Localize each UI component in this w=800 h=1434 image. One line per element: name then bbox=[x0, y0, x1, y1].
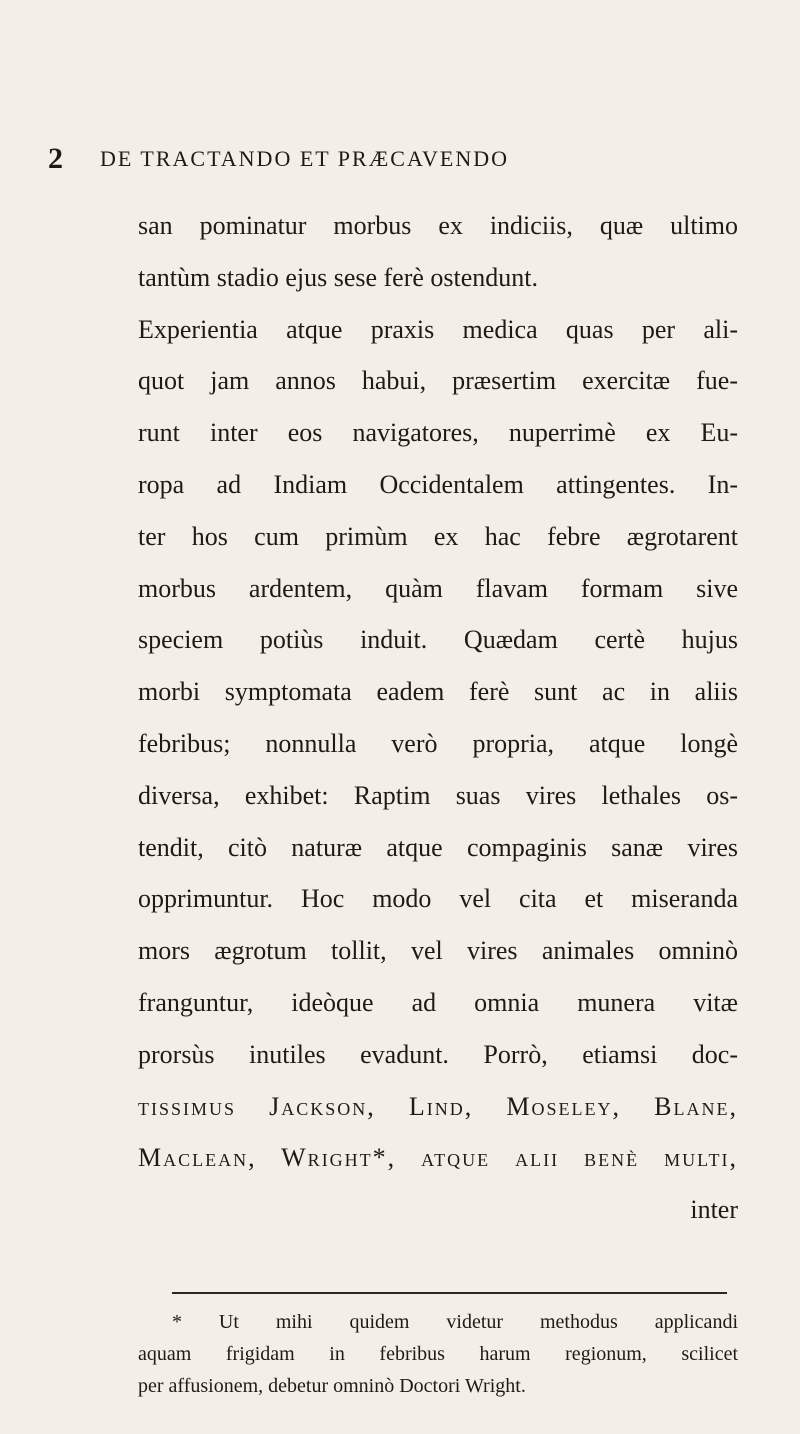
text-line: speciem potiùs induit. Quædam certè hujus bbox=[138, 625, 738, 655]
footnote-line: * Ut mihi quidem videtur methodus applicandi bbox=[172, 1311, 738, 1333]
text-line: morbi symptomata eadem ferè sunt ac in aliis bbox=[138, 677, 738, 707]
main-text bbox=[138, 200, 738, 1236]
text-line: morbus ardentem, quàm flavam formam sive bbox=[138, 573, 738, 603]
text-line: san pominatur morbus ex indiciis, quæ ultimo bbox=[138, 211, 738, 240]
footnote-line: aquam frigidam in febribus harum regionum, scilicet bbox=[138, 1343, 738, 1365]
text-line: febribus; nonnulla verò propria, atque longè bbox=[138, 728, 738, 758]
text-line: franguntur, ideòque ad omnia munera vitæ bbox=[138, 987, 738, 1017]
text-line: Experientia atque praxis medica quas per ali- bbox=[138, 314, 738, 344]
page-header bbox=[48, 142, 748, 182]
running-head: DE TRACTANDO ET PRÆCAVENDO bbox=[100, 146, 509, 171]
footnote-line: per affusionem, debetur omninò Doctori Wright. bbox=[138, 1375, 526, 1397]
text-line: tendit, citò naturæ atque compaginis sanæ vires bbox=[138, 832, 738, 862]
text-line: diversa, exhibet: Raptim suas vires lethales os- bbox=[138, 780, 738, 810]
catchword: inter bbox=[690, 1195, 738, 1225]
text-line: tissimus Jackson, Lind, Moseley, Blane, bbox=[138, 1091, 738, 1121]
text-line: mors ægrotum tollit, vel vires animales omninò bbox=[138, 936, 738, 966]
text-line: Maclean, Wright*, atque alii benè multi, bbox=[138, 1143, 738, 1173]
text-line: opprimuntur. Hoc modo vel cita et miseranda bbox=[138, 884, 738, 914]
footnote-divider bbox=[172, 1292, 727, 1294]
text-line: prorsùs inutiles evadunt. Porrò, etiamsi doc- bbox=[138, 1039, 738, 1069]
page-number: 2 bbox=[48, 142, 63, 175]
text-line: runt inter eos navigatores, nuperrimè ex Eu- bbox=[138, 418, 738, 448]
footnote bbox=[138, 1306, 738, 1402]
text-line: tantùm stadio ejus sese ferè ostendunt. bbox=[138, 262, 539, 292]
text-line: quot jam annos habui, præsertim exercitæ fue- bbox=[138, 366, 738, 396]
text-line: ter hos cum primùm ex hac febre ægrotarent bbox=[138, 521, 738, 551]
text-line: ropa ad Indiam Occidentalem attingentes. In- bbox=[138, 469, 738, 499]
